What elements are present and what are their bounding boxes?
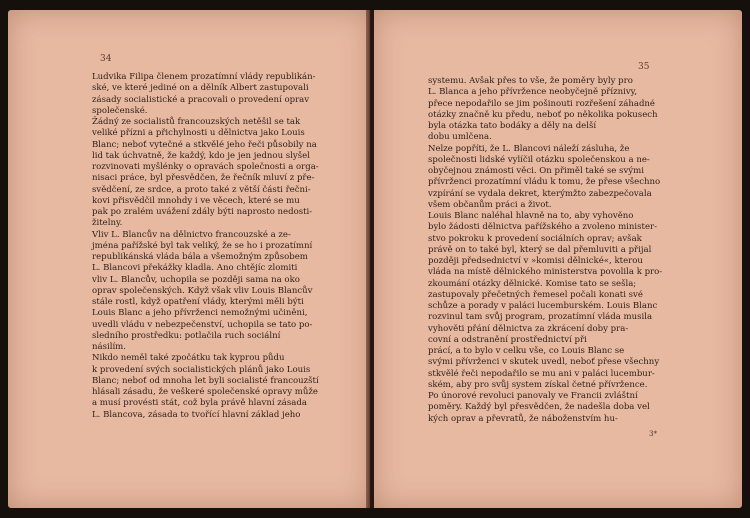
text-line: zkoumání otázky dělnické. Komise tato se sešla; [428,278,637,289]
text-line: vyhověti přání dělnictva za zkrácení doby pra- [428,323,629,334]
text-line: poměry. Každý byl přesvědčen, že nadešla doba vel [428,402,650,413]
text-line: Nikdo neměl také zpočátku tak kyprou půdu [92,353,285,364]
text-line: později předsednictví v »komisi dělnické«, kterou [428,256,643,266]
text-line: jména pařížské byl tak veliký, že se ho i prozatímní [92,240,313,251]
text-line: stále rostl, když opatření vlády, kterými měli býti [92,297,304,307]
text-line: rozvinovati myšlénky o opravách společnosti a orga- [92,162,319,172]
text-line: republikánská vláda bála a všemožným způsobem [92,252,308,262]
text-line: Žádný ze socialistů francouzských netěšil se tak [92,117,301,127]
signature-mark: 3* [649,430,657,438]
text-line: kých oprav a převratů, že náboženstvím hu- [428,413,618,424]
text-line: L. Blanca a jeho přívržence neobyčejně příznivy, [428,87,638,98]
page-number-right: 35 [638,62,650,72]
text-line: bylo žádosti dělnictva pařížského a zvoleno minister- [428,222,658,233]
text-line: obyčejnou známosti věci. On přiměl také se svými [428,166,644,176]
text-line: násilím. [92,342,127,352]
text-line: Ludvika Filipa členem prozatímní vlády republikán- [92,72,316,82]
text-line: L. Blancova, zásada to tvořící hlavní základ jeho [92,409,301,420]
text-line: svými přívrženci v skutek uvedl, neboť přese všechny [428,357,660,368]
text-line: dobu umlčena. [428,132,492,143]
right-page [374,10,742,508]
text-line: Blanc; neboť vytečné a stkvělé jeho řeči působily na [92,139,317,150]
text-line: Louis Blanc a jeho přívrženci nemožnými učiněni, [92,308,308,319]
right-page-text [428,76,672,425]
text-line: Nelze popříti, že L. Blancovi náleží zásluha, že [428,143,630,154]
text-line: stkvělé řeči nepodařilo se mu ani v paláci lucembur- [428,368,655,379]
text-line: společnosti lidské vylíčil otázku společenskou a ne- [428,154,650,165]
text-line: ské, ve které jediné on a dělník Albert zastupovali [92,83,309,94]
text-line: přece nepodařilo se jim pošinouti rozřešení záhadné [428,98,655,109]
text-line: stvo pokroku k provedení sociálních oprav; avšak [428,233,642,244]
left-page-text [92,72,328,421]
text-line: nisaci práce, byl přesvědčen, že řečník mluví z pře- [92,173,315,184]
text-line: zastupovaly přečetných řemesel počali konati své [428,289,643,300]
text-line: ském, aby pro svůj system získal četné přívržence. [428,379,648,390]
text-line: žitelny. [92,218,123,229]
text-line: oprav společenských. Když však vliv Louis Blancův [92,285,313,296]
text-line: pak po zralém uvážení zdály býti naprosto nedosti- [92,207,313,217]
text-line: vláda na místě dělnického ministerstva povolila k pro- [428,267,663,278]
text-line: Louis Blanc naléhal hlavně na to, aby vyhověno [428,211,634,221]
text-line: rozvinul tam svůj program, prozatímní vláda musila [428,312,653,323]
text-line: lid tak úchvatně, že každý, kdo je jen jednou slyšel [92,150,310,161]
text-line: svědčení, ze srdce, a proto také z větší části řečni- [92,184,311,195]
text-line: Vliv L. Blancův na dělnictvo francouzské a ze- [92,229,291,240]
text-line: systemu. Avšak přes to vše, že poměry byly pro [428,76,633,86]
text-line: covní a odstranění prostřednictví při [428,334,587,345]
text-line: prácí, a to bylo v celku vše, co Louis Blanc se [428,346,625,356]
text-line: Blanc; neboť od mnoha let byli socialisté francouzští [92,375,319,386]
text-line: všem občanům práci a život. [428,199,552,210]
text-line: veliké přízni a přichylnosti u dělnictva jako Louis [92,128,305,139]
text-line: Po únorové revoluci panovaly ve Francii zvláštní [428,391,638,401]
text-line: zásady socialistické a pracovali o provedení oprav [92,94,310,105]
left-page [8,10,370,508]
text-line: vzpírání se vydala dekret, kterýmžto zabezpečovala [428,188,652,199]
text-line: L. Blancovi překážky kladla. Ano chtějíc zlomiti [92,263,298,274]
text-line: byla otázka tato bodáky a děly na delší [428,121,597,131]
text-line: k provedení svých socialistických plánů jako Louis [92,364,311,375]
text-line: kovi přisvědčil mnohdy i ve věcech, které se mu [92,195,300,206]
text-line: právě on to také byl, který se dal přemluviti a přijal [428,244,652,255]
text-line: a musí provésti stát, což byla právě hlavní zásada [92,398,307,409]
text-line: vliv L. Blancův, uchopila se později sama na oko [92,274,300,285]
page-number-left: 34 [100,54,112,64]
text-line: přívrženci prozatímní vládu k tomu, že přese všechno [428,177,661,188]
text-line: společenské. [92,105,148,116]
text-line: schůze a porady v paláci lucemburském. Louis Blanc [428,301,658,311]
text-line: sledního prostředku: potlačila ruch sociální [92,330,281,341]
text-line: otázky značně ku předu, neboť po několika pokusech [428,109,658,120]
text-line: hlásali zásadu, že veškeré společenské opravy může [92,387,318,397]
text-line: uvedli vládu v nebezpečenství, uchopila se tato po- [92,319,313,330]
